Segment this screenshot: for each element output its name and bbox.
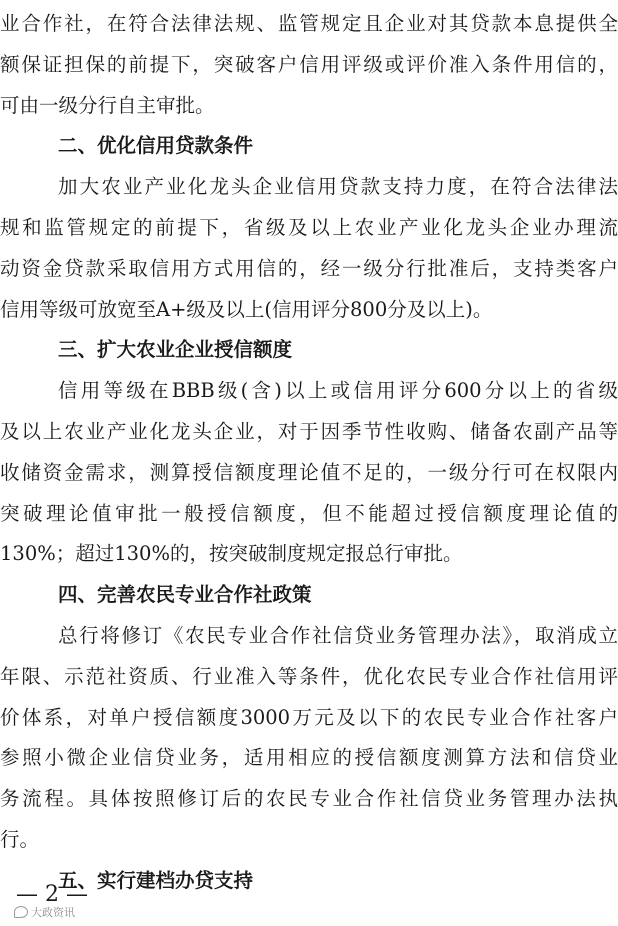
paragraph-line: 务流程。具体按照修订后的农民专业合作社信贷业务管理办法执	[0, 787, 618, 810]
paragraph-line: 总行将修订《农民专业合作社信贷业务管理办法》，取消成立	[58, 624, 618, 647]
watermark-text: 大政资讯	[31, 906, 75, 919]
paragraph-line: 及以上农业产业化龙头企业，对于因季节性收购、储备农副产品等	[0, 420, 618, 443]
paragraph-line: 突破理论值审批一般授信额度，但不能超过授信额度理论值的	[0, 502, 618, 525]
section-heading: 五、实行建档办贷支持	[58, 869, 254, 892]
paragraph-line: 价体系，对单户授信额度3000万元及以下的农民专业合作社客户	[0, 706, 618, 729]
paragraph-line: 信用等级在BBB级(含)以上或信用评分600分以上的省级	[58, 379, 618, 402]
watermark	[14, 904, 75, 920]
paragraph-line: 信用等级可放宽至A+级及以上(信用评分800分及以上)。	[0, 298, 493, 321]
paragraph-line: 参照小微企业信贷业务，适用相应的授信额度测算方法和信贷业	[0, 746, 618, 769]
watermark-logo-icon	[14, 906, 28, 918]
section-heading: 四、完善农民专业合作社政策	[58, 583, 312, 606]
section-heading: 三、扩大农业企业授信额度	[58, 338, 293, 361]
paragraph-line: 加大农业产业化龙头企业信用贷款支持力度，在符合法律法	[58, 175, 618, 198]
page-number: — 2 —	[16, 882, 88, 907]
paragraph-line: 年限、示范社资质、行业准入等条件，优化农民专业合作社信用评	[0, 665, 618, 688]
paragraph-line: 收储资金需求，测算授信额度理论值不足的，一级分行可在权限内	[0, 461, 618, 484]
paragraph-line: 动资金贷款采取信用方式用信的，经一级分行批准后，支持类客户	[0, 257, 618, 280]
paragraph-line: 行。	[0, 828, 40, 851]
section-heading: 二、优化信用贷款条件	[58, 134, 254, 157]
paragraph-line: 可由一级分行自主审批。	[0, 94, 215, 117]
paragraph-line: 130%；超过130%的，按突破制度规定报总行审批。	[0, 542, 463, 565]
paragraph-line: 业合作社，在符合法律法规、监管规定且企业对其贷款本息提供全	[0, 12, 618, 35]
paragraph-line: 规和监管规定的前提下，省级及以上农业产业化龙头企业办理流	[0, 216, 618, 239]
paragraph-line: 额保证担保的前提下，突破客户信用评级或评价准入条件用信的，	[0, 53, 618, 76]
